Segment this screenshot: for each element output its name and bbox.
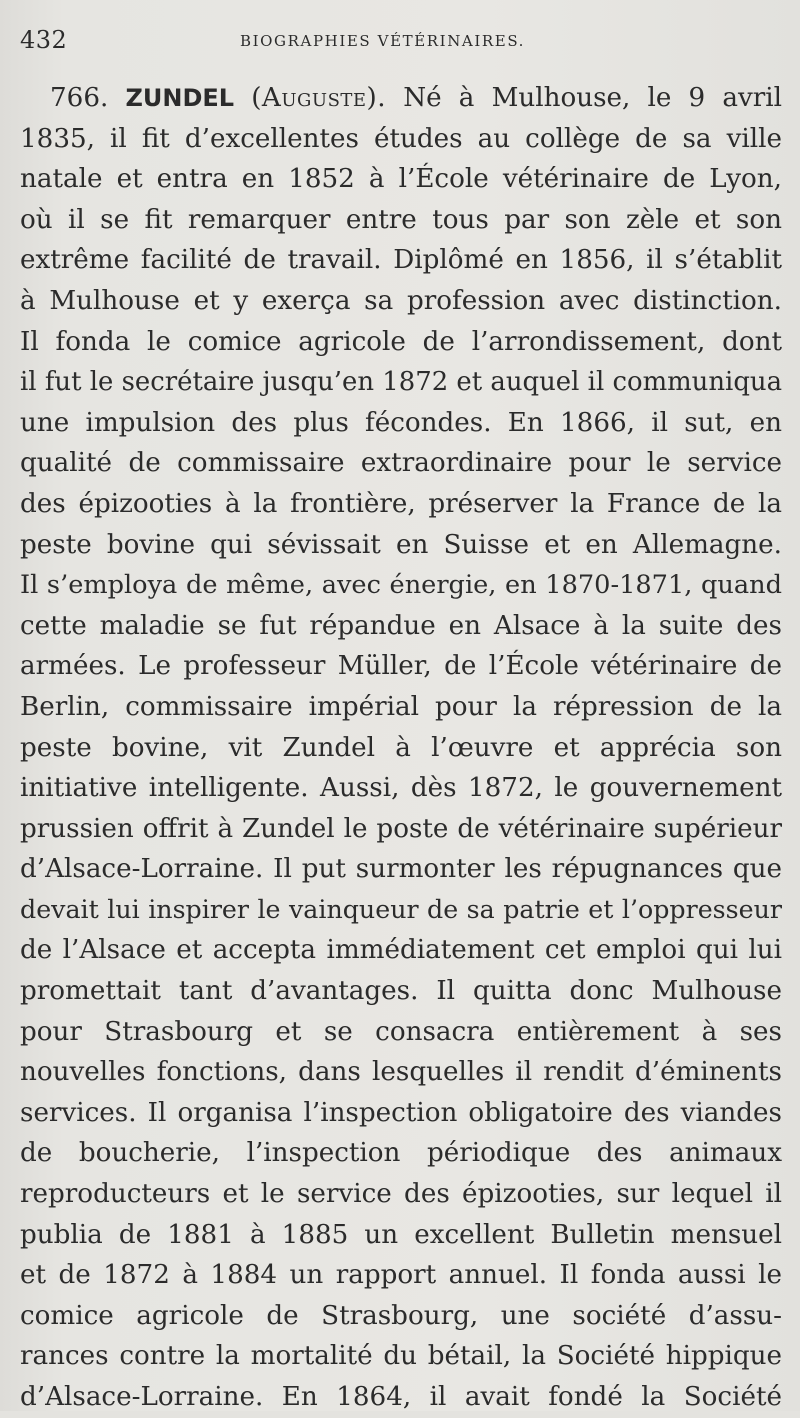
entry-first-line-text: Né à Mulhouse, le 9 avril [403, 83, 782, 113]
text-line: pour Strasbourg et se consacra entièrement à ses [20, 1016, 782, 1047]
text-line: une impulsion des plus fécondes. En 1866, il sut, en [20, 407, 782, 438]
text-line: Berlin, commissaire impérial pour la répression de la [20, 691, 782, 722]
text-line: de l’Alsace et accepta immédiatement cet emploi qui lui [20, 935, 782, 966]
entry-given-name: (Auguste). [251, 83, 387, 113]
entry-first-line [20, 78, 782, 119]
text-line: où il se fit remarquer entre tous par son zèle et son [20, 204, 782, 235]
text-line: peste bovine, vit Zundel à l’œuvre et apprécia son [20, 732, 782, 763]
text-line: armées. Le professeur Müller, de l’École vétérinaire de [20, 651, 782, 682]
text-line: nouvelles fonctions, dans lesquelles il rendit d’éminents [20, 1057, 782, 1088]
text-line: extrême facilité de travail. Diplômé en 1856, il s’établit [20, 245, 782, 276]
text-line: de boucherie, l’inspection périodique des animaux [20, 1138, 782, 1169]
text-line: il fut le secrétaire jusqu’en 1872 et auquel il communiqua [20, 367, 782, 398]
text-line: Il fonda le comice agricole de l’arrondissement, dont [20, 326, 782, 357]
text-line: à Mulhouse et y exerça sa profession avec distinction. [20, 285, 782, 316]
text-line: 1835, il fit d’excellentes études au collège de sa ville [20, 123, 782, 154]
text-line: promettait tant d’avantages. Il quitta donc Mulhouse [20, 976, 782, 1007]
text-line: comice agricole de Strasbourg, une société d’assu- [20, 1300, 782, 1331]
text-line: publia de 1881 à 1885 un excellent Bulletin mensuel [20, 1219, 782, 1250]
text-line: qualité de commissaire extraordinaire pour le service [20, 448, 782, 479]
text-line: d’Alsace-Lorraine. Il put surmonter les répugnances que [20, 854, 782, 885]
page-number: 432 [20, 26, 68, 54]
text-line: prussien offrit à Zundel le poste de vétérinaire supérieur [20, 813, 782, 844]
text-line: rances contre la mortalité du bétail, la Société hippique [20, 1341, 782, 1372]
running-head-title: BIOGRAPHIES VÉTÉRINAIRES. [240, 32, 526, 50]
text-line: initiative intelligente. Aussi, dès 1872, le gouvernement [20, 773, 782, 804]
running-head [20, 26, 780, 56]
text-line: devait lui inspirer le vainqueur de sa patrie et l’oppresseur [20, 894, 782, 924]
text-line: peste bovine qui sévissait en Suisse et en Allemagne. [20, 529, 782, 560]
entry-number: 766. [50, 83, 109, 113]
text-line: cette maladie se fut répandue en Alsace à la suite des [20, 610, 782, 641]
text-line: natale et entra en 1852 à l’École vétérinaire de Lyon, [20, 164, 782, 195]
text-line: et de 1872 à 1884 un rapport annuel. Il fonda aussi le [20, 1260, 782, 1291]
entry-surname: ZUNDEL [125, 84, 235, 112]
text-line: reproducteurs et le service des épizooties, sur lequel il [20, 1179, 782, 1210]
text-line: services. Il organisa l’inspection obligatoire des viandes [20, 1097, 782, 1128]
text-line: Il s’employa de même, avec énergie, en 1870-1871, quand [20, 570, 782, 601]
biography-entry [20, 78, 782, 1418]
text-line: des épizooties à la frontière, préserver la France de la [20, 488, 782, 519]
text-line: d’Alsace-Lorraine. En 1864, il avait fondé la Société [20, 1382, 782, 1412]
